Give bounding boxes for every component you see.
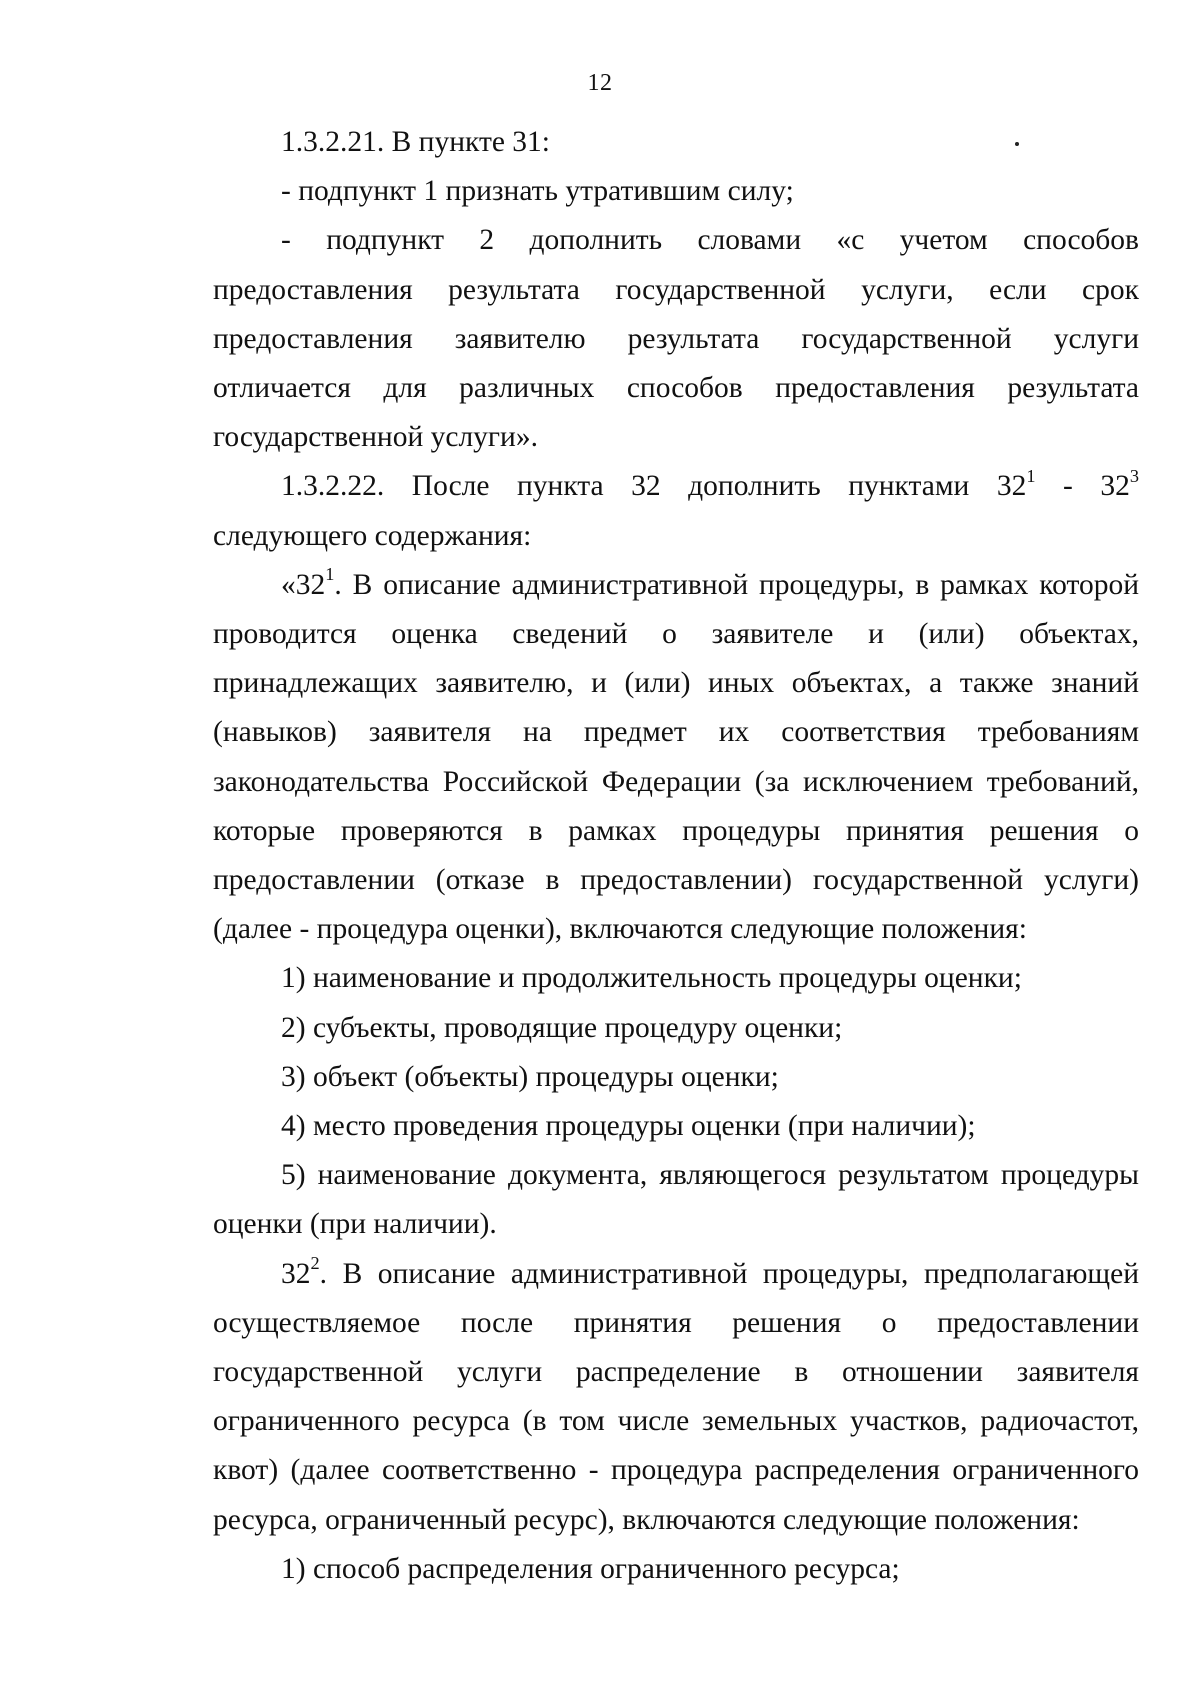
list-item-32-1-2: 2) субъекты, проводящие процедуру оценки; xyxy=(281,1011,843,1044)
paragraph-1-3-2-21: 1.3.2.21. В пункте 31: xyxy=(281,126,551,158)
paragraph-1-3-2-22-prefix: 1.3.2.22. После пункта 32 дополнить пунктами 32 xyxy=(281,470,1027,503)
paragraph-32-2 xyxy=(213,1250,1139,1545)
paragraph-32-1-text: . В описание административной процедуры, в рамках которой проводится оценка сведений о заявителе и (или) объектах, принадлежащих заявителю, и (или) иных объектах, а также знаний (навыков) заявителя на предмет их соответствия требованиям законодательства Российской Федерации (за исключением требований, которые проверяются в рамках процедуры принятия решения о предоставлении (отказе в предоставлении) государственной услуги) (далее - процедура оценки), включаются следующие положения: xyxy=(213,568,1139,946)
paragraph-32-1-prefix: «32 xyxy=(281,568,326,601)
list-item-32-1-1: 1) наименование и продолжительность процедуры оценки; xyxy=(281,962,1022,995)
list-item-32-2-1: 1) способ распределения ограниченного ресурса; xyxy=(281,1552,900,1585)
list-item-32-1-3: 3) объект (объекты) процедуры оценки; xyxy=(281,1060,779,1093)
paragraph-32-2-text: . В описание административной процедуры, предполагающей осуществляемое после принятия решения о предоставлении государственной услуги распределение в отношении заявителя ограниченного ресурса (в том числе земельных участков, радиочастот, квот) (далее соответственно - процедура распределения ограниченного ресурса, ограниченный ресурс), включаются следующие положения: xyxy=(213,1257,1139,1536)
paragraph-32-1 xyxy=(213,561,1139,955)
superscript-3: 3 xyxy=(1129,465,1139,486)
paragraph-32-2-superscript: 2 xyxy=(310,1253,320,1274)
paragraph-32-2-prefix: 32 xyxy=(281,1257,311,1290)
list-item-32-1-4: 4) место проведения процедуры оценки (при наличии); xyxy=(281,1110,976,1143)
page-number: 12 xyxy=(587,70,613,96)
paragraph-1-3-2-22-suffix: следующего содержания: xyxy=(213,519,532,552)
paragraph-1-3-2-22-middle: - 32 xyxy=(1035,470,1130,503)
paragraph-1-3-2-22 xyxy=(213,462,1139,560)
list-item-32-1-5: 5) наименование документа, являющегося результатом процедуры оценки (при наличии). xyxy=(213,1159,1139,1241)
superscript-1: 1 xyxy=(1026,465,1036,486)
paragraph-subpoint-2: - подпункт 2 дополнить словами «с учетом способов предоставления результата государственной услуги, если срок предоставления заявителю результата государственной услуги отличается для различных способов предоставления результата государственной услуги». xyxy=(213,224,1139,454)
paragraph-subpoint-1: - подпункт 1 признать утратившим силу; xyxy=(281,175,794,208)
document-body xyxy=(213,118,1139,1594)
paragraph-32-1-superscript: 1 xyxy=(325,564,335,585)
